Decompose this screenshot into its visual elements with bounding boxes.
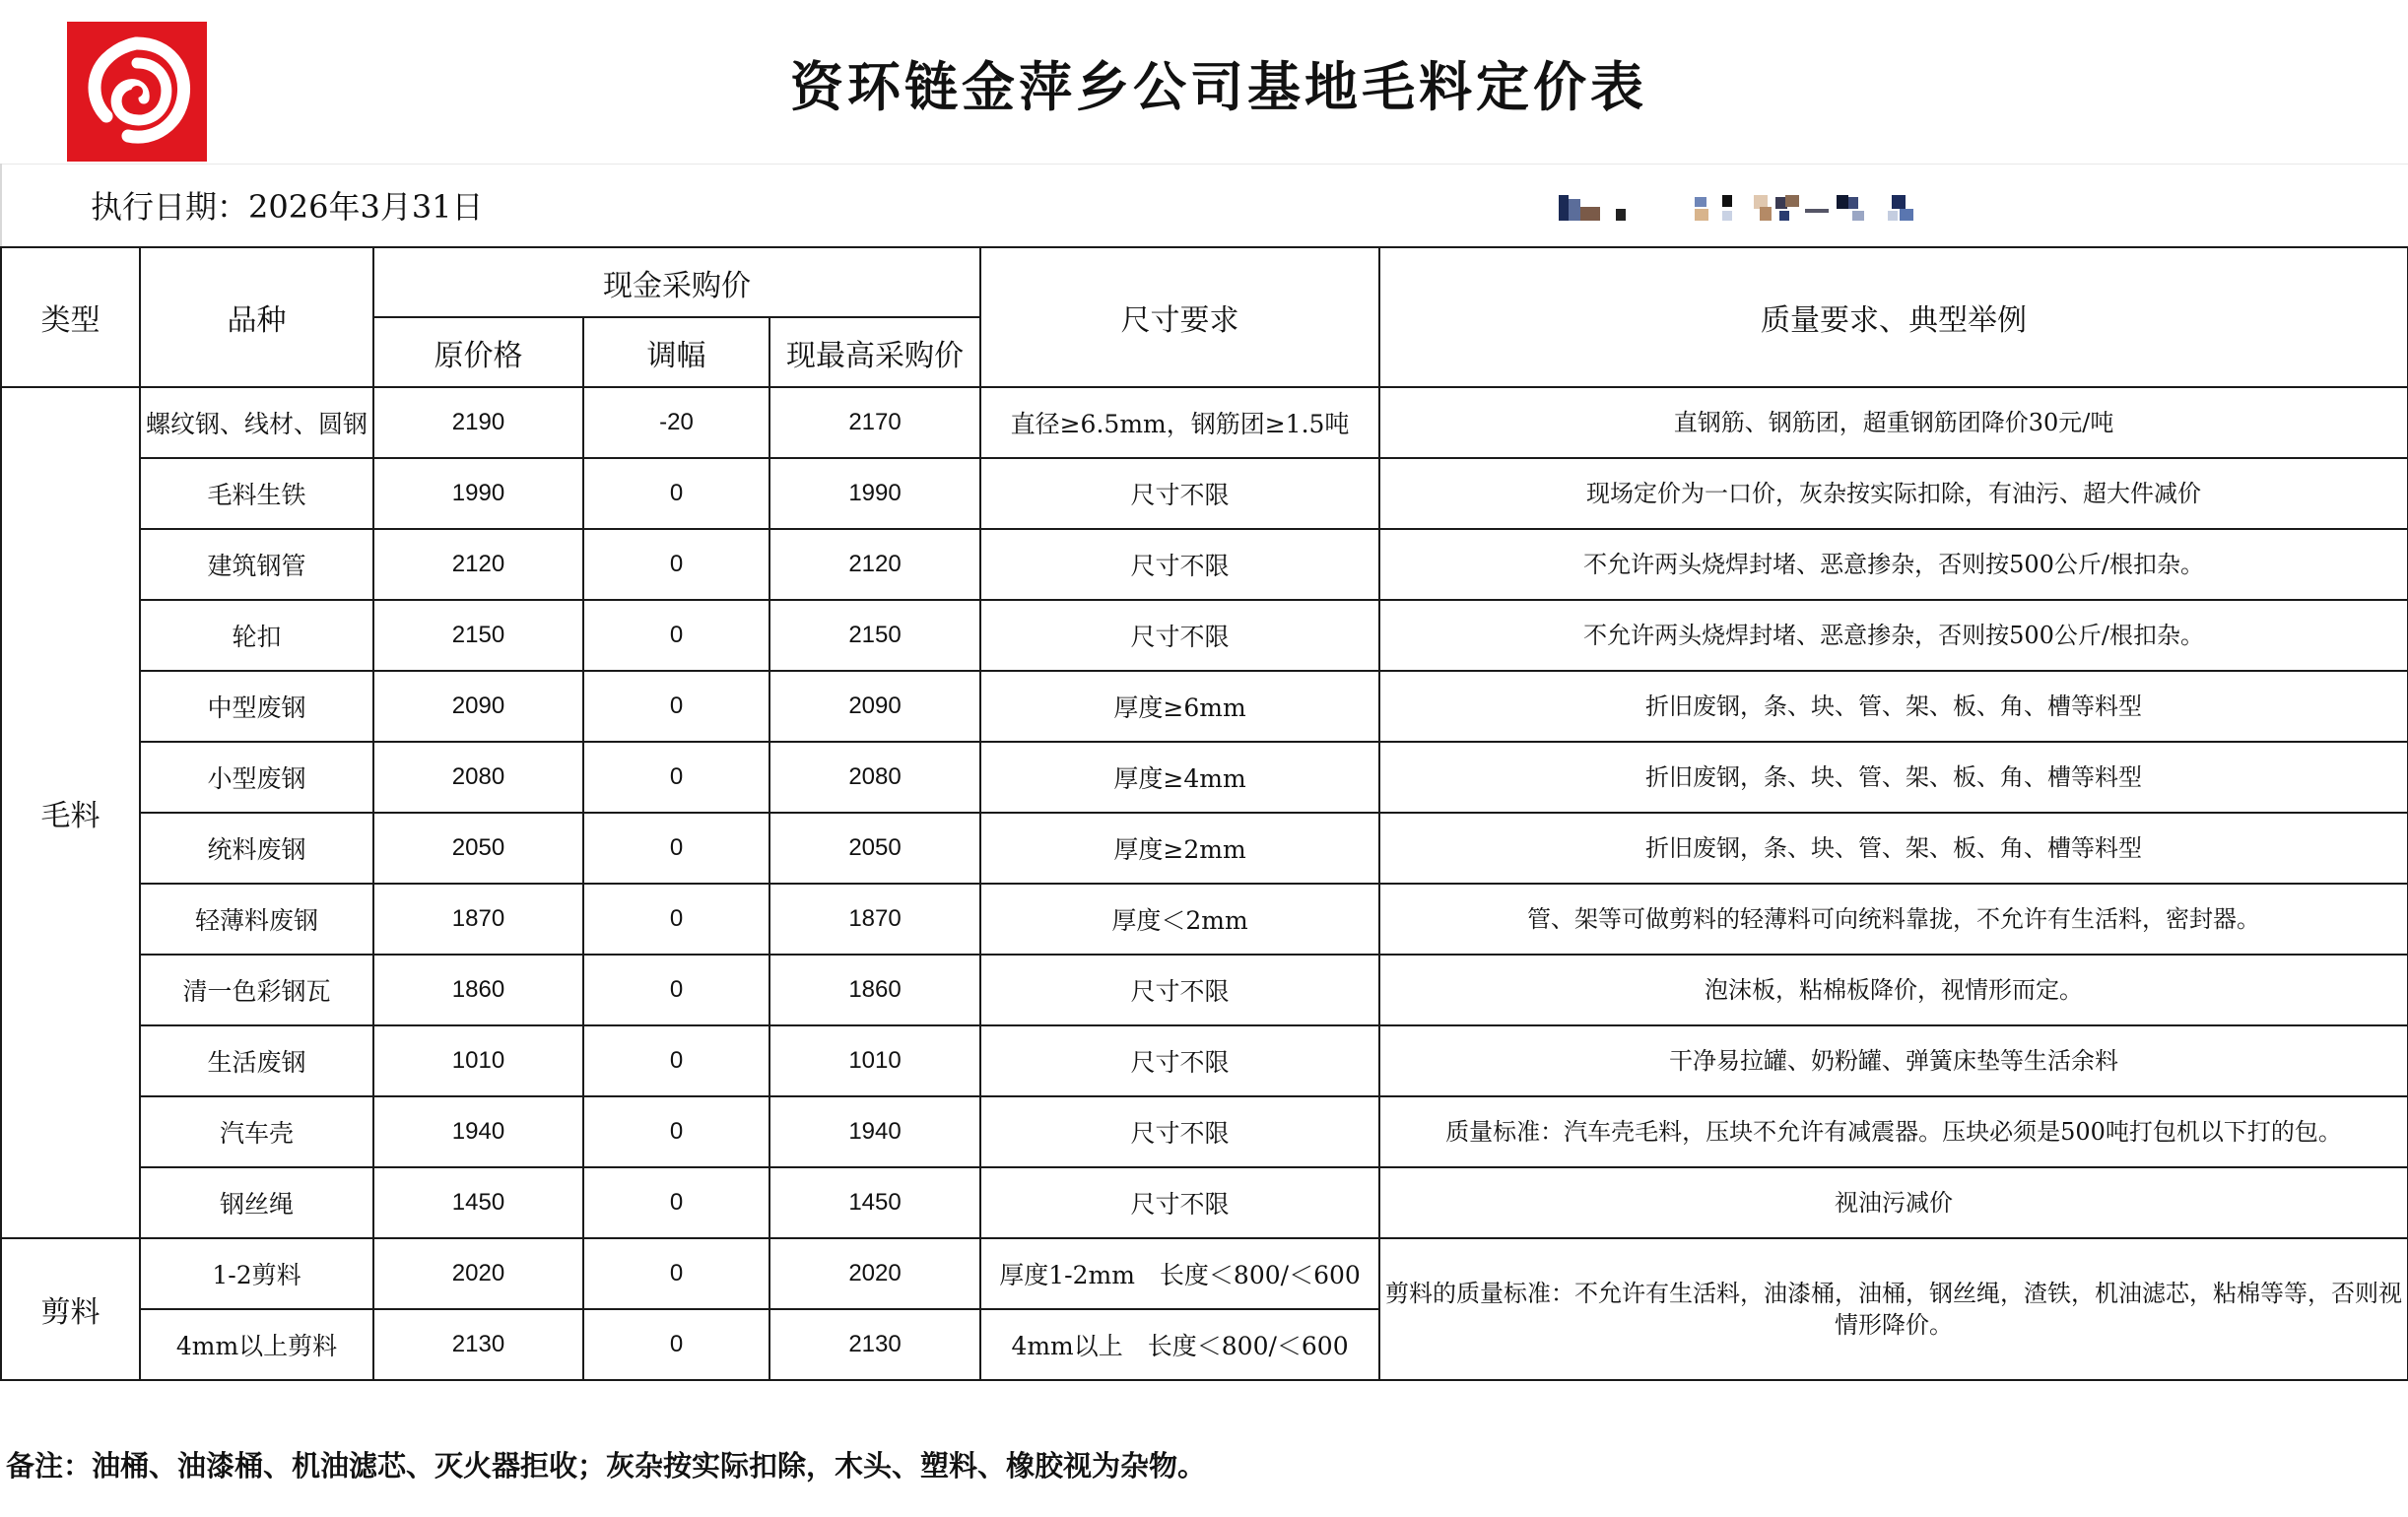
original-price-cell: 1990: [373, 458, 583, 529]
adjustment-cell: 0: [583, 671, 769, 742]
quality-cell: 折旧废钢，条、块、管、架、板、角、槽等料型: [1379, 671, 2408, 742]
original-price-cell: 2130: [373, 1309, 583, 1380]
size-cell: 尺寸不限: [980, 600, 1379, 671]
left-edge-divider: [0, 164, 2, 246]
adjustment-cell: 0: [583, 955, 769, 1025]
original-price-cell: 2080: [373, 742, 583, 813]
current-price-cell: 2130: [769, 1309, 980, 1380]
footer-note: 备注：油桶、油漆桶、机油滤芯、灭火器拒收；灰杂按实际扣除，木头、塑料、橡胶视为杂物。: [6, 1449, 1207, 1483]
table-row: [1, 458, 2408, 529]
variety-cell: 轻薄料废钢: [140, 884, 373, 955]
original-price-cell: 1860: [373, 955, 583, 1025]
size-cell: 尺寸不限: [980, 1096, 1379, 1167]
original-price-cell: 2090: [373, 671, 583, 742]
header-original-price: 原价格: [373, 317, 583, 387]
quality-cell: 不允许两头烧焊封堵、恶意掺杂，否则按500公斤/根扣杂。: [1379, 529, 2408, 600]
current-price-cell: 1990: [769, 458, 980, 529]
pricing-table: [0, 246, 2408, 1381]
original-price-cell: 2120: [373, 529, 583, 600]
quality-cell: 视油污减价: [1379, 1167, 2408, 1238]
current-price-cell: 2090: [769, 671, 980, 742]
variety-cell: 小型废钢: [140, 742, 373, 813]
adjustment-cell: 0: [583, 1238, 769, 1309]
variety-cell: 统料废钢: [140, 813, 373, 884]
current-price-cell: 1860: [769, 955, 980, 1025]
quality-cell: 折旧废钢，条、块、管、架、板、角、槽等料型: [1379, 813, 2408, 884]
size-cell: 4mm以上 长度＜800/＜600: [980, 1309, 1379, 1380]
table-row: [1, 1238, 2408, 1309]
table-row: [1, 529, 2408, 600]
quality-cell: 泡沫板，粘棉板降价，视情形而定。: [1379, 955, 2408, 1025]
adjustment-cell: 0: [583, 1167, 769, 1238]
header-size-requirement: 尺寸要求: [980, 247, 1379, 387]
size-cell: 尺寸不限: [980, 529, 1379, 600]
original-price-cell: 2150: [373, 600, 583, 671]
quality-cell: 直钢筋、钢筋团，超重钢筋团降价30元/吨: [1379, 387, 2408, 458]
current-price-cell: 1870: [769, 884, 980, 955]
adjustment-cell: 0: [583, 884, 769, 955]
original-price-cell: 1870: [373, 884, 583, 955]
size-cell: 直径≥6.5mm，钢筋团≥1.5吨: [980, 387, 1379, 458]
current-price-cell: 2050: [769, 813, 980, 884]
header-current-max-price: 现最高采购价: [769, 317, 980, 387]
variety-cell: 清一色彩钢瓦: [140, 955, 373, 1025]
table-row: [1, 884, 2408, 955]
quality-cell: 现场定价为一口价，灰杂按实际扣除，有油污、超大件减价: [1379, 458, 2408, 529]
size-cell: 尺寸不限: [980, 1025, 1379, 1096]
original-price-cell: 2190: [373, 387, 583, 458]
quality-cell: 折旧废钢，条、块、管、架、板、角、槽等料型: [1379, 742, 2408, 813]
variety-cell: 汽车壳: [140, 1096, 373, 1167]
adjustment-cell: 0: [583, 600, 769, 671]
original-price-cell: 2050: [373, 813, 583, 884]
adjustment-cell: 0: [583, 1309, 769, 1380]
original-price-cell: 1010: [373, 1025, 583, 1096]
current-price-cell: 1450: [769, 1167, 980, 1238]
adjustment-cell: 0: [583, 813, 769, 884]
variety-cell: 螺纹钢、线材、圆钢: [140, 387, 373, 458]
execution-date-label: 执行日期：: [91, 188, 249, 226]
current-price-cell: 1010: [769, 1025, 980, 1096]
quality-cell: 剪料的质量标准：不允许有生活料，油漆桶，油桶，钢丝绳，渣铁，机油滤芯，粘棉等等，否则视情形降价。: [1379, 1238, 2408, 1380]
quality-cell: 管、架等可做剪料的轻薄料可向统料靠拢，不允许有生活料，密封器。: [1379, 884, 2408, 955]
header-variety: 品种: [140, 247, 373, 387]
quality-cell: 干净易拉罐、奶粉罐、弹簧床垫等生活余料: [1379, 1025, 2408, 1096]
size-cell: 厚度≥2mm: [980, 813, 1379, 884]
table-row: [1, 813, 2408, 884]
table-row: [1, 600, 2408, 671]
size-cell: 厚度1-2mm 长度＜800/＜600: [980, 1238, 1379, 1309]
table-row: [1, 387, 2408, 458]
quality-cell: 不允许两头烧焊封堵、恶意掺杂，否则按500公斤/根扣杂。: [1379, 600, 2408, 671]
current-price-cell: 2150: [769, 600, 980, 671]
adjustment-cell: 0: [583, 458, 769, 529]
header-divider: [0, 164, 2408, 165]
variety-cell: 毛料生铁: [140, 458, 373, 529]
execution-date-value: 2026年3月31日: [248, 188, 484, 226]
redacted-area: [1557, 193, 1971, 225]
variety-cell: 中型废钢: [140, 671, 373, 742]
size-cell: 尺寸不限: [980, 955, 1379, 1025]
header-cash-price: 现金采购价: [373, 247, 980, 317]
page-title: 资环链金萍乡公司基地毛料定价表: [790, 55, 1647, 118]
quality-cell: 质量标准：汽车壳毛料，压块不允许有减震器。压块必须是500吨打包机以下打的包。: [1379, 1096, 2408, 1167]
size-cell: 厚度≥6mm: [980, 671, 1379, 742]
original-price-cell: 2020: [373, 1238, 583, 1309]
variety-cell: 生活废钢: [140, 1025, 373, 1096]
variety-cell: 建筑钢管: [140, 529, 373, 600]
variety-cell: 轮扣: [140, 600, 373, 671]
variety-cell: 1-2剪料: [140, 1238, 373, 1309]
table-row: [1, 1167, 2408, 1238]
current-price-cell: 2080: [769, 742, 980, 813]
category-cell: 毛料: [1, 387, 140, 1238]
header-quality-requirement: 质量要求、典型举例: [1379, 247, 2408, 387]
size-cell: 尺寸不限: [980, 1167, 1379, 1238]
table-row: [1, 1096, 2408, 1167]
current-price-cell: 2020: [769, 1238, 980, 1309]
original-price-cell: 1450: [373, 1167, 583, 1238]
header-adjustment: 调幅: [583, 317, 769, 387]
table-row: [1, 955, 2408, 1025]
variety-cell: 4mm以上剪料: [140, 1309, 373, 1380]
category-cell: 剪料: [1, 1238, 140, 1380]
variety-cell: 钢丝绳: [140, 1167, 373, 1238]
adjustment-cell: 0: [583, 1096, 769, 1167]
table-row: [1, 742, 2408, 813]
table-row: [1, 671, 2408, 742]
current-price-cell: 1940: [769, 1096, 980, 1167]
size-cell: 尺寸不限: [980, 458, 1379, 529]
original-price-cell: 1940: [373, 1096, 583, 1167]
adjustment-cell: 0: [583, 742, 769, 813]
size-cell: 厚度≥4mm: [980, 742, 1379, 813]
table-row: [1, 1025, 2408, 1096]
adjustment-cell: 0: [583, 1025, 769, 1096]
adjustment-cell: -20: [583, 387, 769, 458]
current-price-cell: 2120: [769, 529, 980, 600]
adjustment-cell: 0: [583, 529, 769, 600]
execution-date: [91, 185, 484, 229]
current-price-cell: 2170: [769, 387, 980, 458]
header-type: 类型: [1, 247, 140, 387]
size-cell: 厚度＜2mm: [980, 884, 1379, 955]
